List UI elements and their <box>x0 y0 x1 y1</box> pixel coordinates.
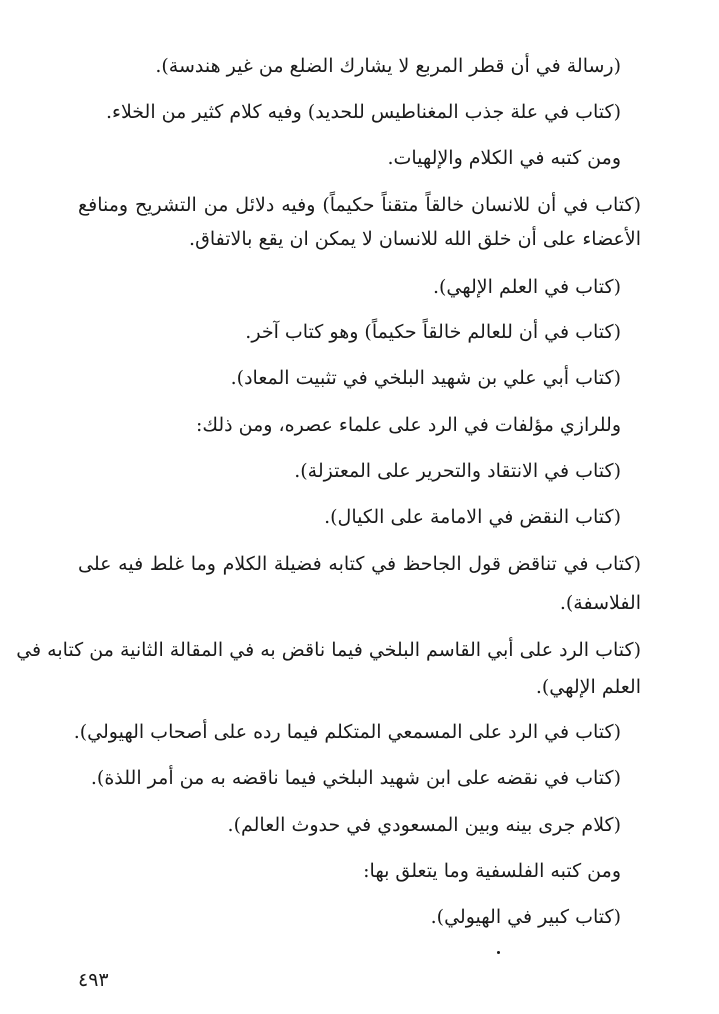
text-line-12: (كتاب في تناقض قول الجاحظ في كتابه فضيلة الكلام وما غلط فيه على <box>78 553 641 575</box>
page-number: ٤٩٣ <box>78 969 109 991</box>
text-line-18: (كلام جرى بينه وبين المسعودي في حدوث العالم). <box>227 814 621 836</box>
text-line-7: (كتاب في أن للعالم خالقاً حكيماً) وهو كتاب آخر. <box>245 321 621 343</box>
text-line-3: ومن كتبه في الكلام والإلهيات. <box>387 147 621 169</box>
text-line-14: (كتاب الرد على أبي القاسم البلخي فيما ناقض به في المقالة الثانية من كتابه في <box>16 639 641 661</box>
ink-dot <box>497 951 500 954</box>
text-line-4: (كتاب في أن للانسان خالقاً متقناً حكيماً) وفيه دلائل من التشريح ومنافع <box>78 194 641 216</box>
text-line-6: (كتاب في العلم الإلهي). <box>432 276 621 298</box>
text-line-15: العلم الإلهي). <box>535 676 641 698</box>
text-line-2: (كتاب في علة جذب المغناطيس للحديد) وفيه كلام كثير من الخلاء. <box>105 101 621 123</box>
text-line-19: ومن كتبه الفلسفية وما يتعلق بها: <box>363 860 621 882</box>
text-line-9: وللرازي مؤلفات في الرد على علماء عصره، ومن ذلك: <box>195 414 621 436</box>
text-line-10: (كتاب في الانتقاد والتحرير على المعتزلة). <box>294 460 621 482</box>
text-line-11: (كتاب النقض في الامامة على الكيال). <box>324 506 621 528</box>
text-line-8: (كتاب أبي علي بن شهيد البلخي في تثبيت المعاد). <box>230 367 621 389</box>
text-line-13: الفلاسفة). <box>559 592 641 614</box>
text-line-5: الأعضاء على أن خلق الله للانسان لا يمكن ان يقع بالاتفاق. <box>189 228 641 250</box>
text-line-17: (كتاب في نقضه على ابن شهيد البلخي فيما ناقضه به من أمر اللذة). <box>90 767 621 789</box>
text-line-1: (رسالة في أن قطر المربع لا يشارك الضلع من غير هندسة). <box>155 55 621 77</box>
text-line-20: (كتاب كبير في الهيولي). <box>430 906 621 928</box>
text-line-16: (كتاب في الرد على المسمعي المتكلم فيما رده على أصحاب الهيولي). <box>73 721 621 743</box>
